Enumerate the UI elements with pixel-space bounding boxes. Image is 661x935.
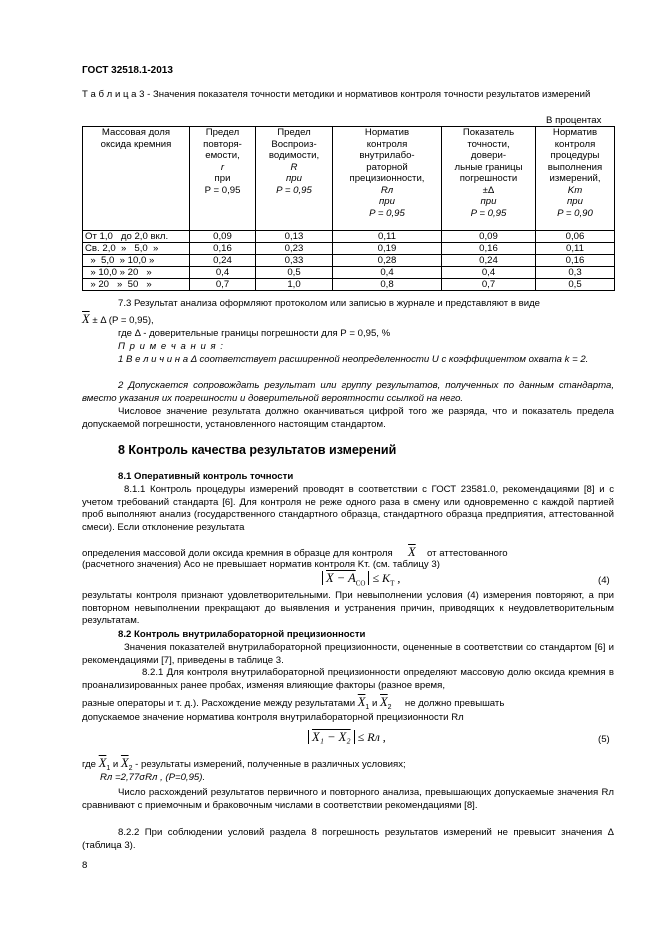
page-number: 8	[82, 860, 88, 871]
clause-8-2-1-text-d: допускаемое значение норматива контроля внутрилабораторной прецизионности Rл	[82, 712, 464, 723]
x2-sub: 2	[128, 764, 133, 772]
table-row: » 5,0 » 10,0 » 0,24 0,33 0,28 0,24 0,16	[83, 255, 615, 267]
clause-8-2-1: 8.2.1 Для контроля внутрилабораторной прецизионности определяют массовую долю оксида кремния в проанализированных ранее пробах, изменяя влияющие факторы (разное время,	[82, 667, 614, 691]
note-1: 1 В е л и ч и н а Δ соответствует расширенной неопределенности U с коэффициентом охвата k = 2.	[118, 354, 589, 365]
table-row: » 20 » 50 » 0,7 1,0 0,8 0,7 0,5	[83, 279, 615, 291]
formula-4-sub2: T	[390, 579, 395, 588]
header-mass-fraction: Массовая доля оксида кремния	[83, 127, 190, 231]
notes-title: П р и м е ч а н и я :	[118, 341, 224, 352]
numeric-value-rule: Числовое значение результата должно оканчиваться цифрой того же разряда, что и показатель предела допускаемой погрешности, установленного настоящим стандартом.	[82, 406, 614, 430]
clause-8-2-1-text-c: не должно превышать	[404, 698, 505, 709]
and-word: и	[112, 759, 119, 770]
clause-8-1-1-text-b: определения массовой доли оксида кремния в образце для контроля	[82, 548, 393, 559]
note-2: 2 Допускается сопровождать результат или группу результатов, полученных по данным стандарта, вместо указания их погрешности и доверительной вероятности ссылкой на него.	[82, 380, 614, 404]
x2-symbol: $\overline{X}$	[120, 756, 129, 770]
table-caption: Т а б л и ц а 3 - Значения показателя точности методики и нормативов контроля точности результатов измерений	[82, 89, 591, 100]
x2-symbol: $\overline{X}$	[380, 695, 388, 709]
clause-8-2-1-line	[82, 696, 504, 711]
x1-sub: 1	[365, 703, 370, 711]
formula-4-rhs: ≤ K	[372, 571, 391, 585]
and-word: и	[371, 698, 378, 709]
formula-4-lhs: X − A	[326, 571, 356, 585]
x1-sub: 1	[106, 764, 111, 772]
x1-symbol: $\overline{X}$	[98, 756, 107, 770]
header-reproducibility: Предел Воспроиз- водимости, R при P = 0,95	[256, 127, 333, 231]
clause-8-1-1-text-d: (расчетного значения) Aсо не превышает норматив контроля Kт. (см. таблицу 3)	[82, 559, 440, 570]
table-row: Св. 2,0 » 5,0 » 0,16 0,23 0,19 0,16 0,11	[83, 243, 615, 255]
rl-definition: Rл =2,77σRл , (P=0,95).	[100, 772, 206, 783]
formula-4-sub: CO	[355, 579, 366, 588]
section-8-title: 8 Контроль качества результатов измерений	[118, 443, 397, 457]
formula-5	[308, 731, 386, 744]
header-accuracy: Показатель точности, довери- льные границы погрешности ±Δ при P = 0,95	[442, 127, 536, 231]
table-row: » 10,0 » 20 » 0,4 0,5 0,4 0,4 0,3	[83, 267, 615, 279]
formula-4-tail: ,	[397, 571, 401, 585]
header-repeatability: Предел повторя- емости, r при P = 0,95	[190, 127, 256, 231]
formula-5-where	[82, 757, 406, 772]
xbar-symbol: $\overline{X}$	[408, 545, 416, 559]
where-text: - результаты измерений, полученные в различных условиях;	[135, 759, 406, 770]
where-word: где	[82, 759, 97, 770]
clause-8-2-2: 8.2.2 При соблюдении условий раздела 8 погрешность результатов измерений не превысит значения Δ (таблица 3).	[82, 827, 614, 851]
xbar-symbol: $\overline{X}$	[82, 312, 90, 326]
table-units: В процентах	[546, 115, 602, 126]
x1-symbol: $\overline{X}$	[357, 695, 366, 709]
document-code: ГОСТ 32518.1-2013	[82, 65, 173, 76]
section-8-1-title: 8.1 Оперативный контроль точности	[118, 471, 294, 482]
clause-8-1-1-conclusion: результаты контроля признают удовлетворительными. При невыполнении условия (4) измерения повторяют, а при повторном невыполнении прекращают до выявления и устранения причин, приводящих к неудовлетворительным результатам.	[82, 590, 614, 627]
header-procedure-control: Норматив контроля процедуры выполнения измерений, Kт при P = 0,90	[536, 127, 615, 231]
equation-number-5: (5)	[598, 734, 610, 745]
section-8-2-title: 8.2 Контроль внутрилабораторной прецизионности	[118, 629, 366, 640]
clause-8-1-1-text-c: от аттестованного	[427, 548, 508, 559]
clause-8-2: Значения показателей внутрилабораторной прецизионности, оцененные в соответствии со стандартом [6] и рекомендациями [7], приведены в таблице 3.	[82, 642, 614, 666]
table-row: От 1,0 до 2,0 вкл. 0,09 0,13 0,11 0,09 0,06	[83, 231, 615, 243]
formula-5-lhs: X₁ − X₂	[312, 730, 351, 744]
x2-sub: 2	[387, 703, 392, 711]
clause-7-3: 7.3 Результат анализа оформляют протоколом или записью в журнале и представляют в виде	[118, 298, 540, 309]
clause-8-2-1-text-b: разные операторы и т. д.). Расхождение между результатами	[82, 698, 356, 709]
clause-8-1-1: 8.1.1 Контроль процедуры измерений проводят в соответствии с ГОСТ 23581.0, рекомендациями [8] и с учетом требований стандарта [6]. Для контроля не реже одного раза в смену или одновременно с каждой партией проб выполняют анализ (государственного стандартного образца, стандартного образца предприятия, аттестованной смеси). Если отклонение результата	[82, 484, 614, 533]
clause-8-2-1-divergences: Число расхождений результатов первичного и повторного анализа, превышающих допускаемые значения Rл сравнивают с приемочным и браковочным числами в соответствии рекомендациями [8].	[82, 787, 614, 811]
equation-number-4: (4)	[598, 575, 610, 586]
result-form	[82, 313, 154, 328]
header-intralab-precision: Норматив контроля внутрилабо- раторной прецизионности, Rл при P = 0,95	[333, 127, 442, 231]
formula-4	[322, 571, 401, 588]
accuracy-table	[82, 126, 615, 291]
delta-definition: где Δ - доверительные границы погрешности для Р = 0,95, %	[118, 328, 391, 339]
formula-5-rhs: ≤ Rл ,	[357, 730, 386, 744]
result-form-tail: ± Δ (P = 0,95),	[92, 315, 154, 326]
